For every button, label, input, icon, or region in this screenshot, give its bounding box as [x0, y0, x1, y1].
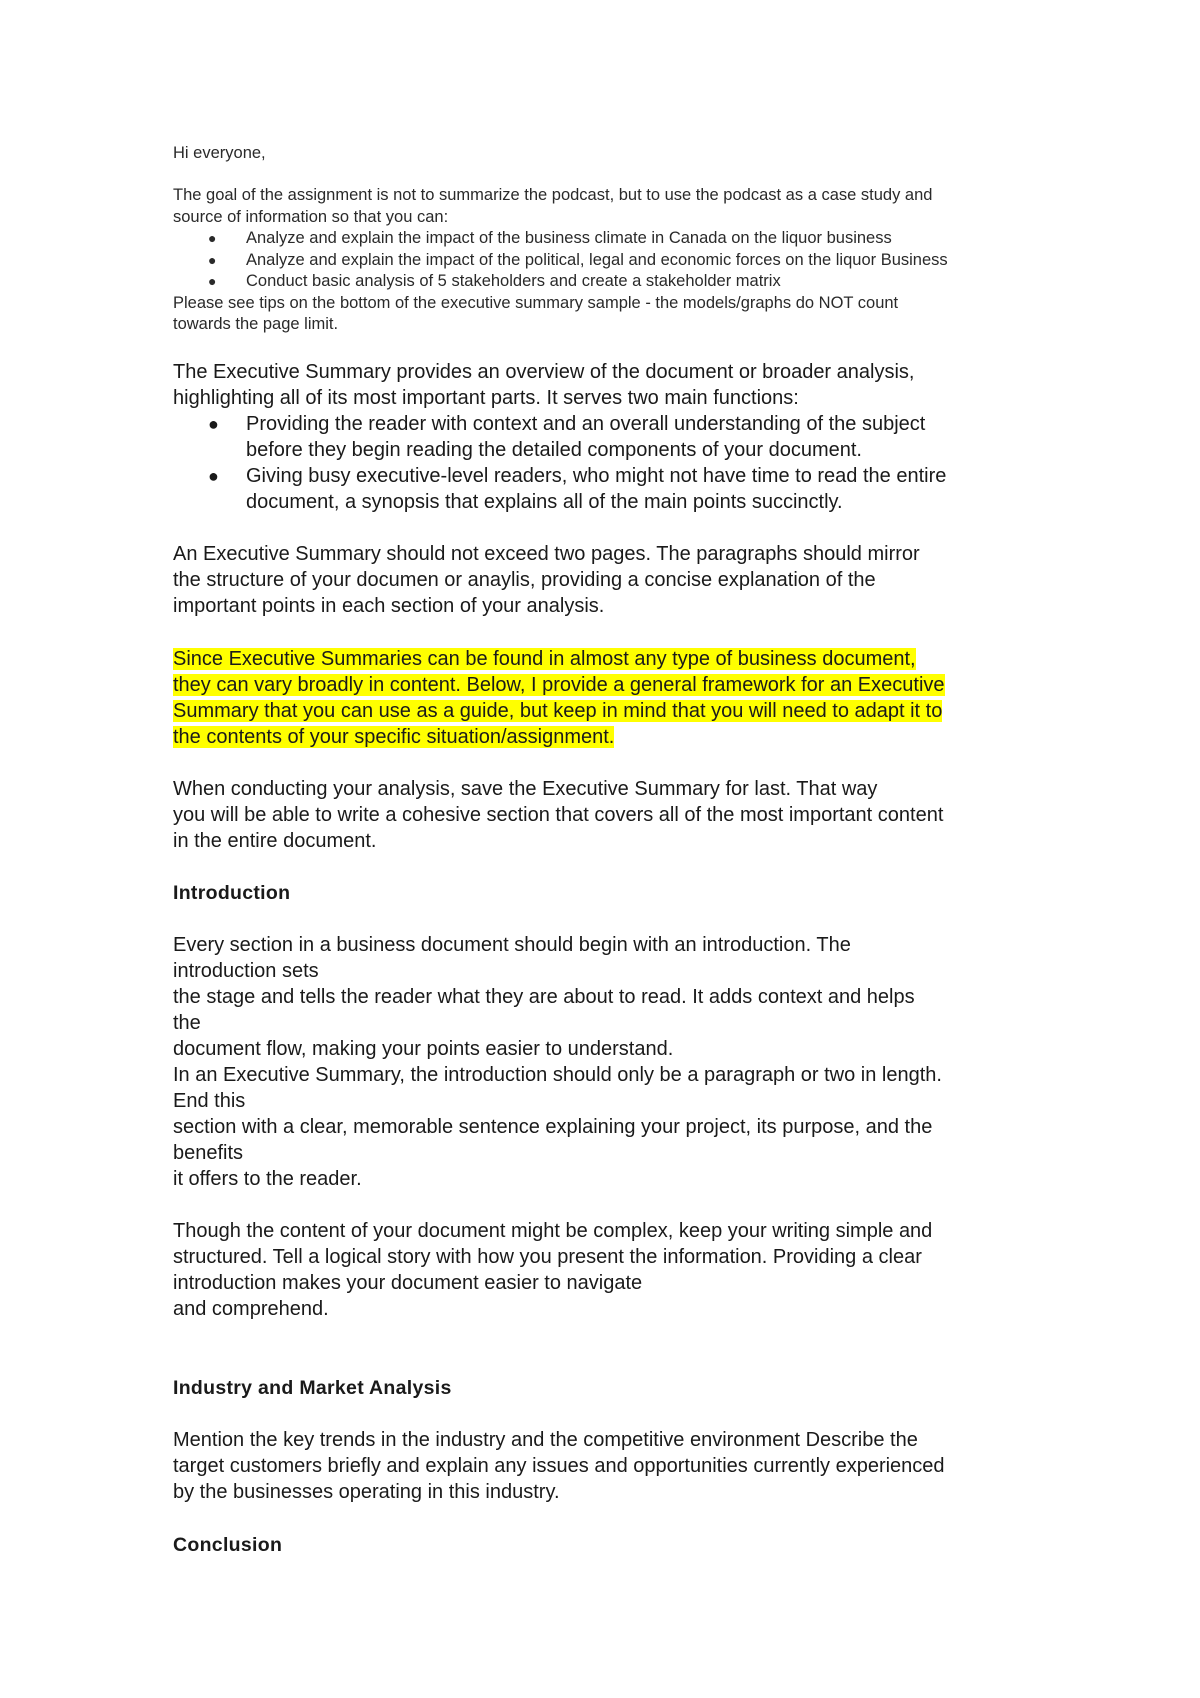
intro-line: The goal of the assignment is not to summarize the podcast, but to use the podcast as a case study and [173, 186, 933, 204]
bullet-icon: ● [208, 273, 217, 289]
highlighted-line: Since Executive Summaries can be found in almost any type of business document, [173, 648, 916, 670]
function-bullet-line: document, a synopsis that explains all of the main points succinctly. [246, 491, 843, 513]
goal-bullet-text: Analyze and explain the impact of the business climate in Canada on the liquor business [246, 229, 892, 247]
paragraph-line: End this [173, 1090, 246, 1112]
paragraph-line: Though the content of your document might be complex, keep your writing simple and [173, 1220, 933, 1242]
introduction-paragraph-1 [173, 932, 1053, 1192]
exec-line: highlighting all of its most important parts. It serves two main functions: [173, 387, 799, 409]
highlighted-paragraph [173, 646, 1053, 750]
industry-heading: Industry and Market Analysis [173, 1377, 452, 1399]
paragraph-line: in the entire document. [173, 830, 377, 852]
goal-bullet [173, 228, 1053, 250]
function-bullet-line: Giving busy executive-level readers, who might not have time to read the entire [246, 465, 947, 487]
introduction-heading: Introduction [173, 882, 291, 904]
paragraph-line: When conducting your analysis, save the Executive Summary for last. That way [173, 778, 878, 800]
exec-summary-description [173, 359, 1053, 515]
paragraph-line: benefits [173, 1142, 244, 1164]
highlighted-line: the contents of your specific situation/assignment. [173, 726, 615, 748]
paragraph-line: important points in each section of your analysis. [173, 595, 605, 617]
greeting [173, 143, 1053, 165]
introduction-paragraph-2 [173, 1218, 1053, 1322]
greeting-text: Hi everyone, [173, 144, 266, 162]
paragraph-line: Mention the key trends in the industry and the competitive environment Describe the [173, 1429, 918, 1451]
highlighted-line: they can vary broadly in content. Below, I provide a general framework for an Executive [173, 674, 945, 696]
industry-paragraph [173, 1427, 1053, 1505]
functions-bullet-list [173, 411, 1053, 515]
paragraph-line: Every section in a business document should begin with an introduction. The [173, 934, 851, 956]
paragraph-line: the stage and tells the reader what they are about to read. It adds context and helps [173, 986, 915, 1008]
intro-line: source of information so that you can: [173, 207, 449, 226]
bullet-icon: ● [208, 230, 217, 246]
paragraph-line: document flow, making your points easier to understand. [173, 1038, 674, 1060]
function-bullet-line: before they begin reading the detailed components of your document. [246, 439, 862, 461]
paragraph-line: In an Executive Summary, the introduction should only be a paragraph or two in length. [173, 1064, 942, 1086]
tips-line: Please see tips on the bottom of the executive summary sample - the models/graphs do NOT count [173, 293, 899, 312]
analysis-paragraph [173, 776, 1053, 854]
paragraph-line: by the businesses operating in this industry. [173, 1481, 560, 1503]
goal-bullet [173, 271, 1053, 293]
tips-line: towards the page limit. [173, 315, 339, 333]
paragraph-line: introduction makes your document easier to navigate [173, 1272, 643, 1294]
paragraph-line: the structure of your documen or anaylis, providing a concise explanation of the [173, 569, 876, 591]
bullet-icon: ● [208, 414, 219, 434]
paragraph-line: and comprehend. [173, 1298, 329, 1320]
assignment-intro [173, 185, 1053, 336]
goal-bullet-text: Analyze and explain the impact of the political, legal and economic forces on the liquor Business [246, 250, 948, 269]
goal-bullet-list [173, 228, 1053, 293]
goal-bullet-text: Conduct basic analysis of 5 stakeholders and create a stakeholder matrix [246, 272, 781, 290]
paragraph-line: section with a clear, memorable sentence explaining your project, its purpose, and the [173, 1116, 933, 1138]
paragraph-line: target customers briefly and explain any issues and opportunities currently experienced [173, 1455, 945, 1477]
paragraph-line: you will be able to write a cohesive section that covers all of the most important content [173, 804, 944, 826]
function-bullet [173, 411, 1053, 463]
paragraph-line: it offers to the reader. [173, 1168, 362, 1190]
goal-bullet [173, 250, 1053, 272]
highlighted-line: Summary that you can use as a guide, but keep in mind that you will need to adapt it to [173, 700, 943, 722]
length-paragraph [173, 541, 1053, 619]
paragraph-line: the [173, 1012, 201, 1034]
function-bullet [173, 463, 1053, 515]
bullet-icon: ● [208, 251, 217, 268]
paragraph-line: An Executive Summary should not exceed two pages. The paragraphs should mirror [173, 543, 920, 565]
paragraph-line: structured. Tell a logical story with how you present the information. Providing a clear [173, 1246, 922, 1268]
conclusion-heading: Conclusion [173, 1534, 283, 1556]
paragraph-line: introduction sets [173, 960, 319, 982]
bullet-icon: ● [208, 466, 219, 486]
function-bullet-line: Providing the reader with context and an overall understanding of the subject [246, 413, 926, 435]
exec-line: The Executive Summary provides an overview of the document or broader analysis, [173, 361, 915, 383]
